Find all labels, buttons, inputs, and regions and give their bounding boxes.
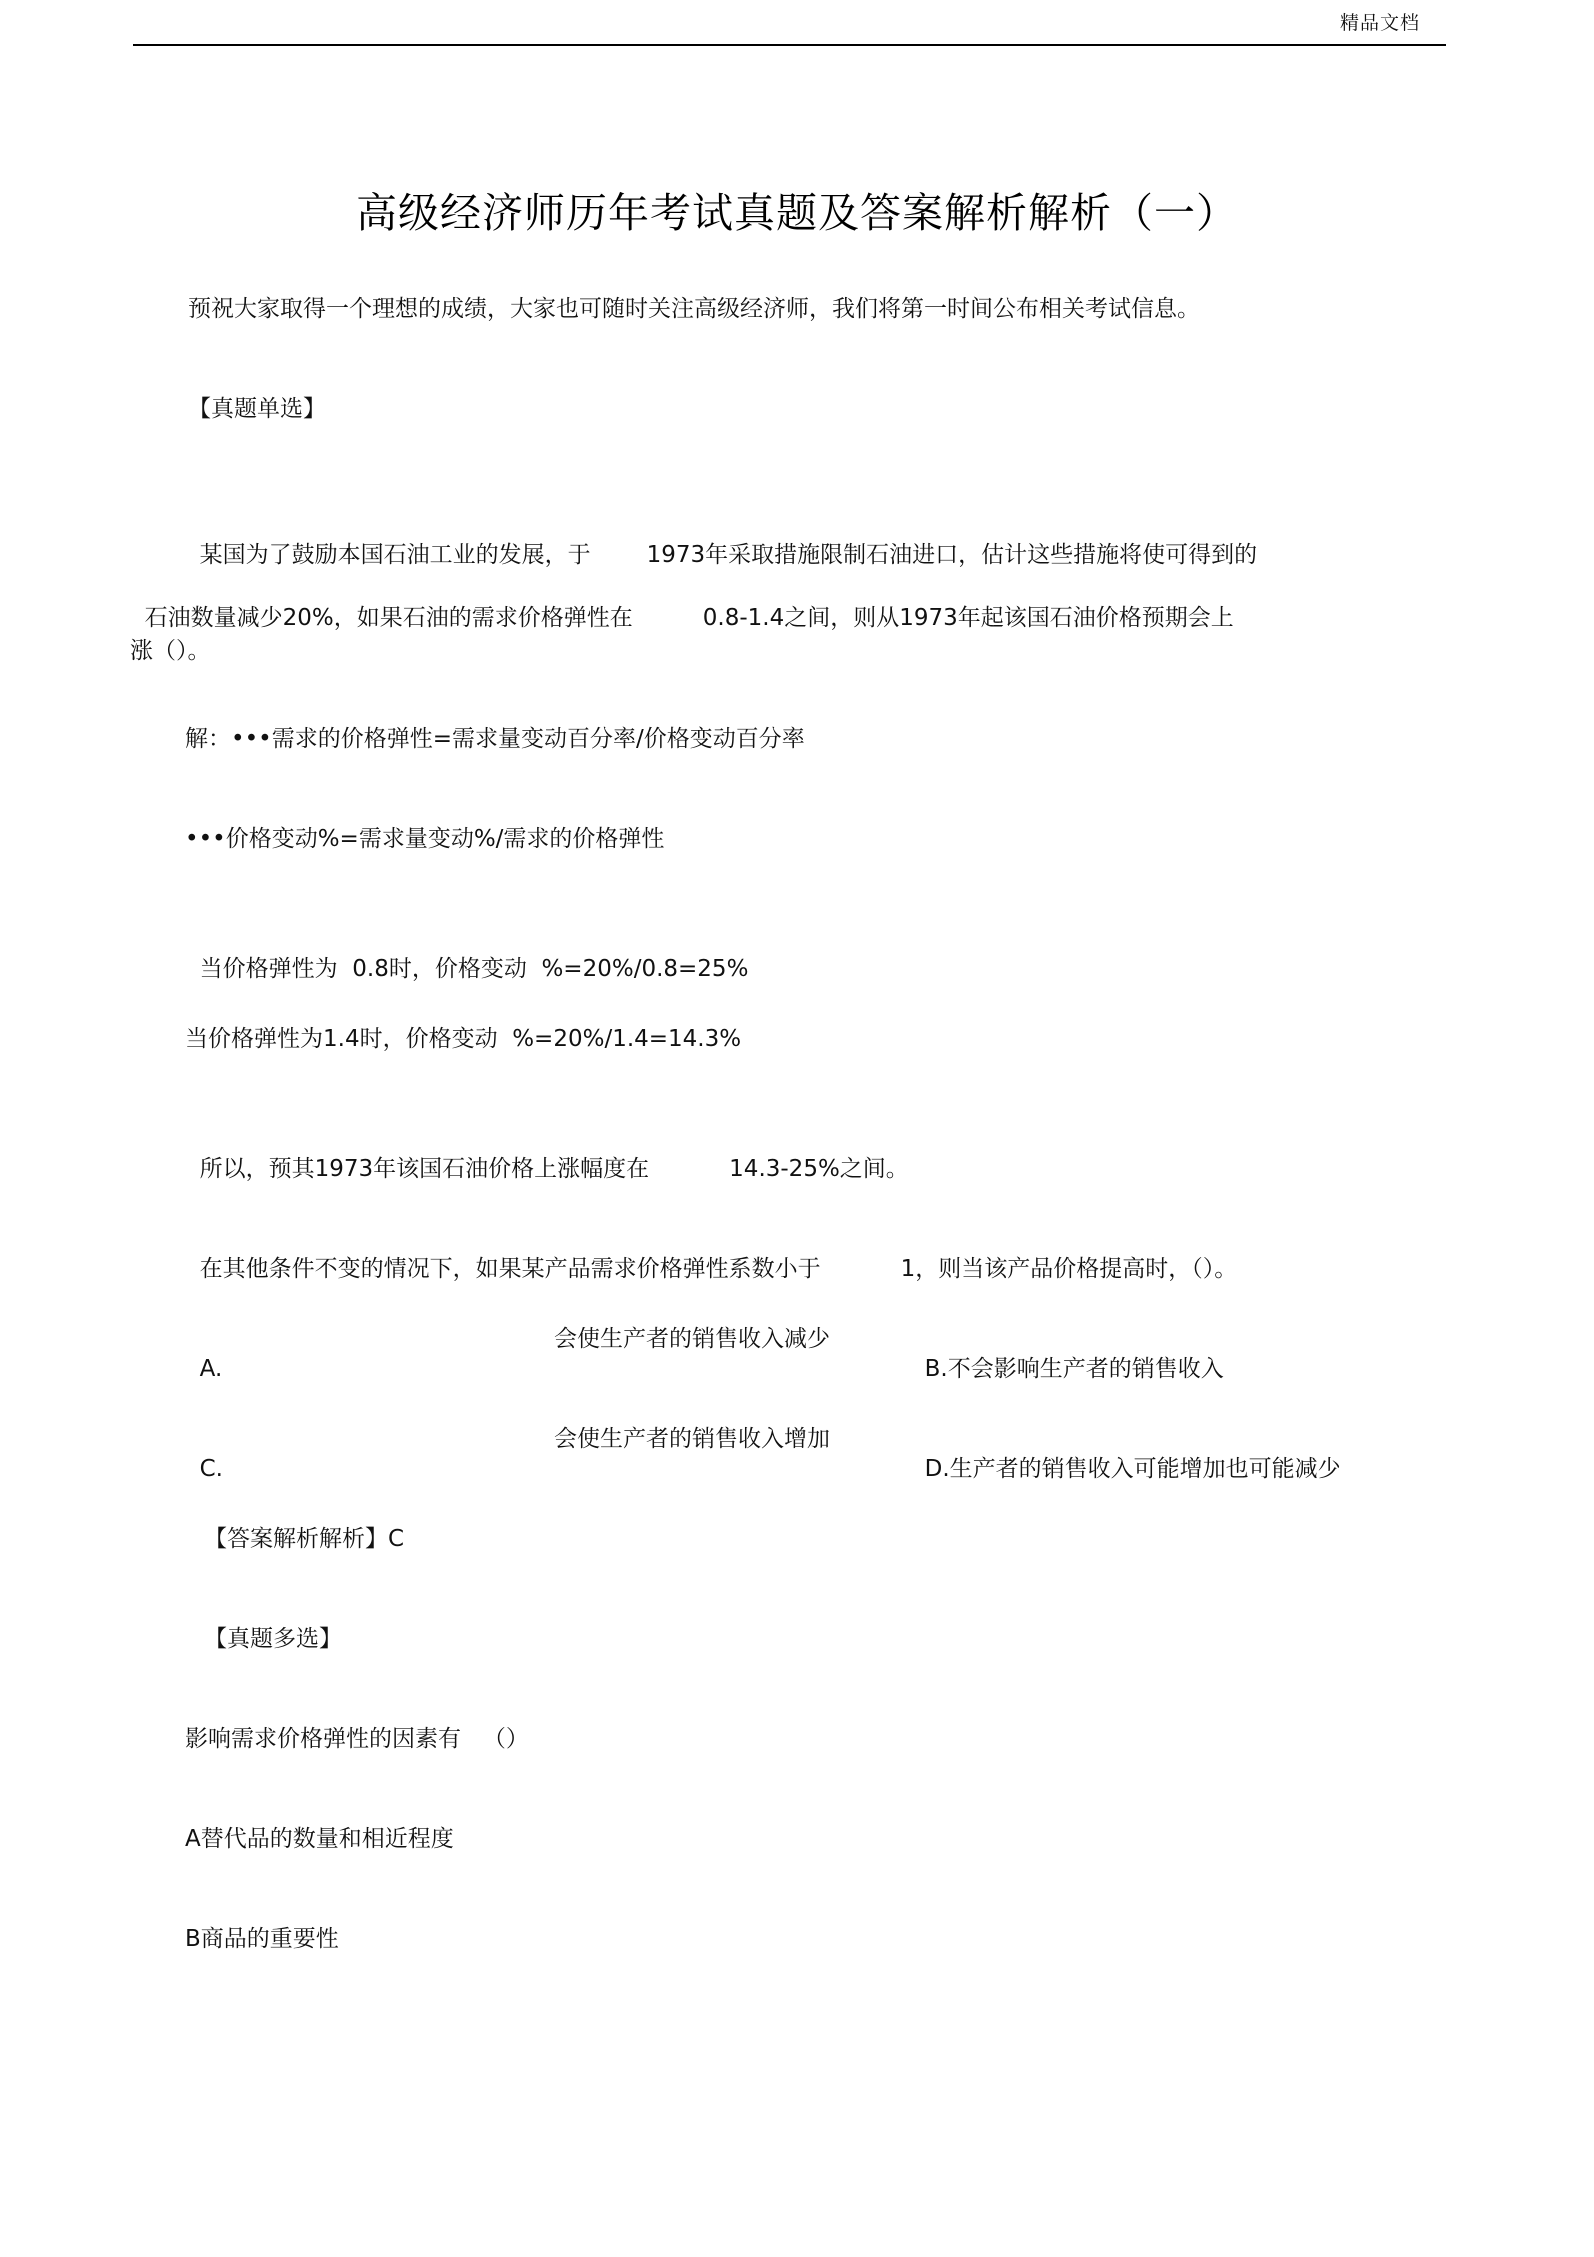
solution-line5-part1: 所以，预其1973年该国石油价格上涨幅度在 <box>199 1156 650 1182</box>
question1-line3: 涨（）。 <box>130 638 211 664</box>
question2-stem-part1: 在其他条件不变的情况下，如果某产品需求价格弹性系数小于 <box>199 1256 821 1282</box>
solution-line3-part2: %=20%/0.8=25% <box>541 956 749 982</box>
question1-line1-part2: 1973年采取措施限制石油进口，估计这些措施将使可得到的 <box>646 542 1258 568</box>
question1-line1 <box>185 510 1257 570</box>
option-text: 生产者的销售收入可能增加也可能减少 <box>949 1456 1341 1482</box>
question2-option-c-text: 会使生产者的销售收入增加 <box>554 1426 830 1452</box>
question2-option-c <box>185 1424 223 1484</box>
question2-option-b <box>910 1324 1224 1384</box>
section-heading-multi: 【真题多选】 <box>204 1626 342 1652</box>
document-title: 高级经济师历年考试真题及答案解析解析（一） <box>356 189 1238 237</box>
header-label: 精品文档 <box>1339 12 1420 34</box>
option-letter: C. <box>199 1456 223 1482</box>
option-text: 不会影响生产者的销售收入 <box>947 1356 1224 1382</box>
question1-line2 <box>130 573 1234 633</box>
question2-stem <box>185 1224 1237 1284</box>
question2-option-a <box>185 1324 222 1384</box>
question3-option-b: B商品的重要性 <box>185 1926 339 1952</box>
question2-option-a-text: 会使生产者的销售收入减少 <box>554 1326 830 1352</box>
solution-line1: 解：•••需求的价格弹性=需求量变动百分率/价格变动百分率 <box>185 726 805 752</box>
question2-answer: 【答案解析解析】C <box>204 1526 405 1552</box>
solution-line2: •••价格变动%=需求量变动%/需求的价格弹性 <box>185 826 665 852</box>
solution-line4: 当价格弹性为1.4时，价格变动 %=20%/1.4=14.3% <box>185 1026 742 1052</box>
solution-line5 <box>185 1124 909 1184</box>
option-letter: A. <box>199 1356 223 1382</box>
question1-line2-part1: 石油数量减少20%，如果石油的需求价格弹性在 <box>144 605 633 631</box>
solution-line3-part1: 当价格弹性为 0.8时，价格变动 <box>199 956 542 982</box>
question2-stem-part2: 1，则当该产品价格提高时，（）。 <box>900 1256 1238 1282</box>
question3-option-a: A替代品的数量和相近程度 <box>185 1826 454 1852</box>
question3-stem: 影响需求价格弹性的因素有 （） <box>185 1726 529 1752</box>
page-header <box>133 0 1446 46</box>
intro-paragraph: 预祝大家取得一个理想的成绩，大家也可随时关注高级经济师，我们将第一时间公布相关考试信息。 <box>188 296 1200 322</box>
option-letter: B. <box>924 1356 948 1382</box>
section-heading-single: 【真题单选】 <box>188 396 326 422</box>
question1-line1-part1: 某国为了鼓励本国石油工业的发展，于 <box>199 542 591 568</box>
question1-line2-part2: 0.8-1.4之间，则从1973年起该国石油价格预期会上 <box>702 605 1234 631</box>
solution-line5-part2: 14.3-25%之间。 <box>729 1156 909 1182</box>
solution-line3 <box>185 924 748 984</box>
question2-option-d <box>910 1424 1341 1484</box>
option-letter: D. <box>924 1456 950 1482</box>
